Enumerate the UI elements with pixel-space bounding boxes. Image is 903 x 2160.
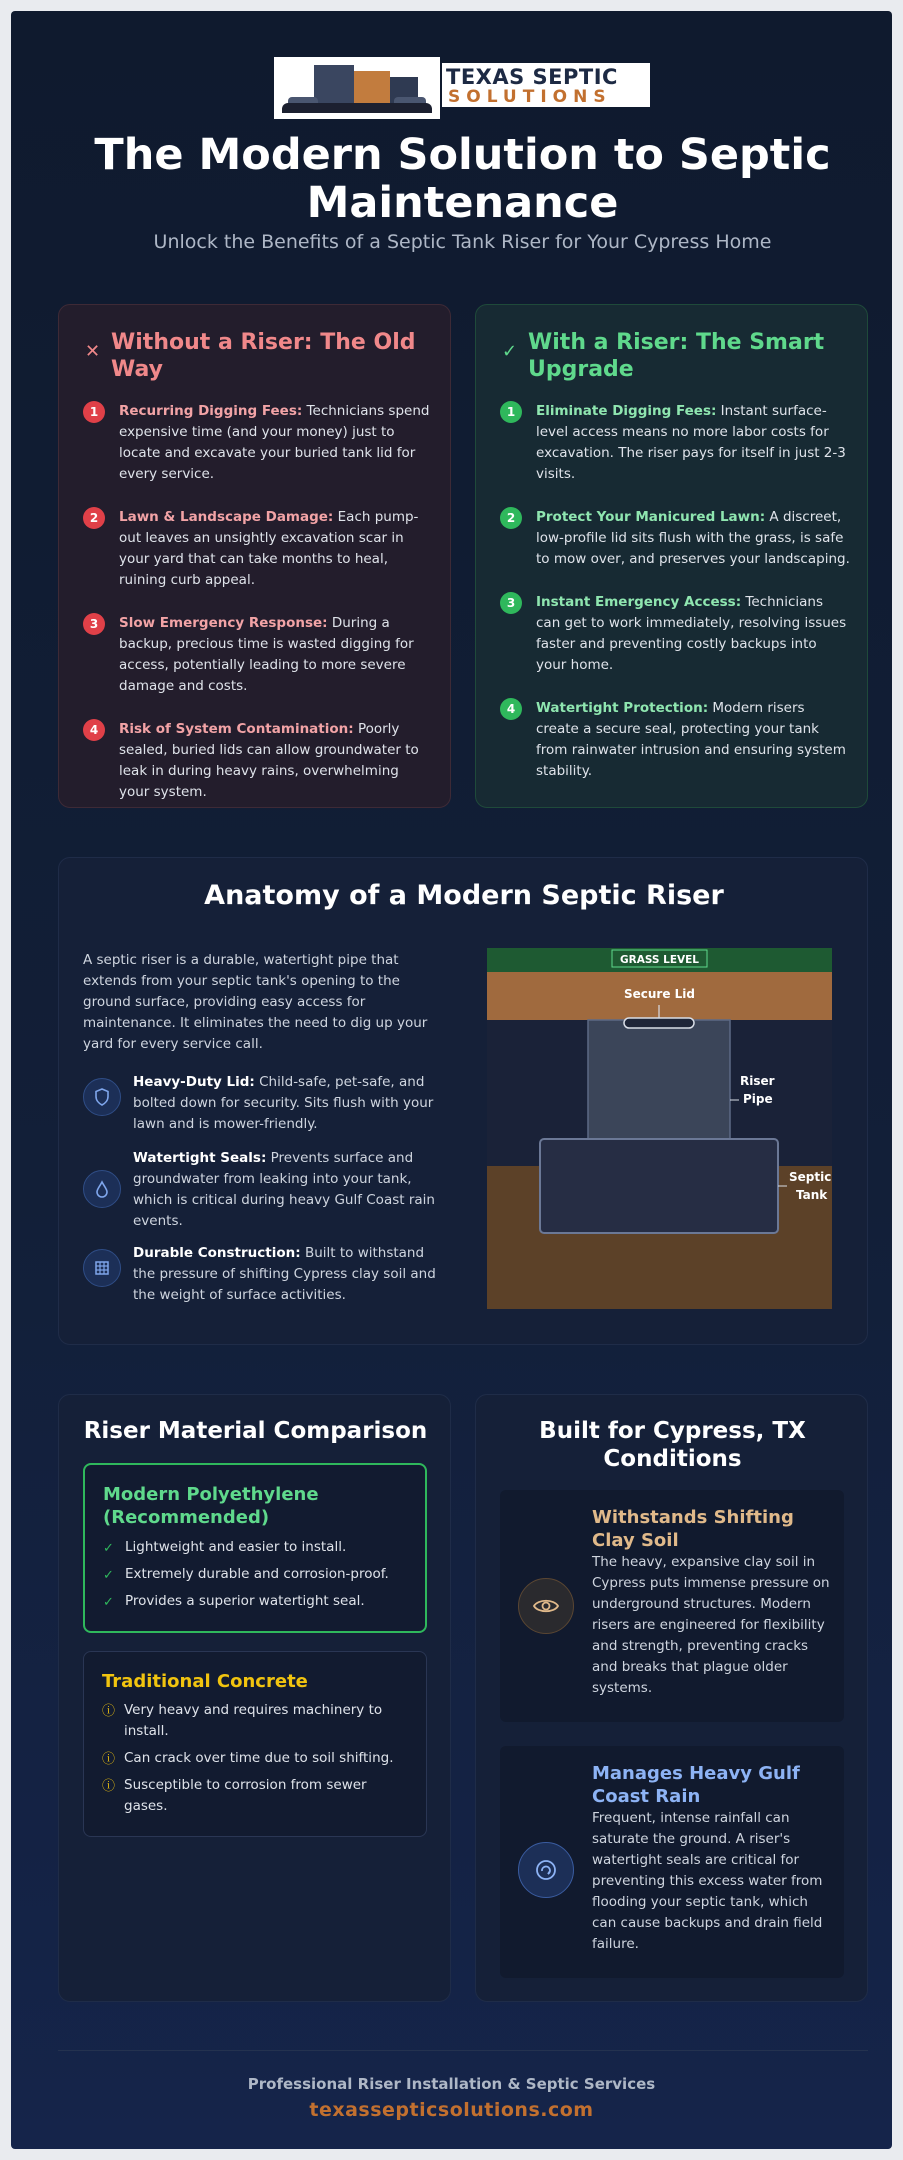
list-item: 4 Watertight Protection: Modern risers create a secure seal, protecting your tank from rainwater intrusion and ensuring system stability. <box>500 698 850 782</box>
logo-text-bottom: SOLUTIONS <box>448 87 612 107</box>
list-item: ⓘ Very heavy and requires machinery to install. <box>102 1702 383 1739</box>
list-item: 2 Protect Your Manicured Lawn: A discreet, low-profile lid sits flush with the grass, is safe to mow over, and preserves your landscaping. <box>500 507 850 570</box>
check-circle-icon: ✓ <box>103 1595 114 1610</box>
footer-website-link[interactable]: texassepticsolutions.com <box>309 2099 594 2121</box>
gulf-rain-box <box>500 1746 844 1978</box>
conditions-title: Built for Cypress, TX Conditions <box>539 1418 806 1472</box>
gulf-rain-text: Frequent, intense rainfall can saturate the ground. A riser's watertight seals are critical for preventing this excess water from flooding your septic tank, which can cause backups and drain field failure. <box>592 1810 823 1952</box>
list-item: ✓ Extremely durable and corrosion-proof. <box>103 1564 413 1585</box>
anatomy-section <box>58 857 868 1345</box>
number-badge: 3 <box>83 613 105 635</box>
footer-divider <box>58 2050 868 2051</box>
riser-pipe-label-1: Riser <box>740 1074 775 1088</box>
material-comparison-title: Riser Material Comparison <box>83 1418 428 1444</box>
logo-illustration <box>274 57 440 119</box>
with-riser-card <box>475 304 868 808</box>
x-icon: ✕ <box>85 341 101 362</box>
number-badge: 2 <box>83 507 105 529</box>
alert-icon: ⓘ <box>102 1779 116 1794</box>
clay-soil-text: The heavy, expansive clay soil in Cypress puts immense pressure on underground structures. Modern risers are engineered for flexibility and strength, preventing cracks and breaks that plague older systems. <box>592 1554 830 1696</box>
clay-soil-box <box>500 1490 844 1722</box>
number-badge: 2 <box>500 507 522 529</box>
list-item: 1 Eliminate Digging Fees: Instant surface-level access means no more labor costs for excavation. The riser pays for itself in just 2-3 visits. <box>500 401 850 485</box>
concrete-option <box>83 1651 427 1837</box>
polyethylene-option <box>83 1463 427 1633</box>
list-item: 3 Instant Emergency Access: Technicians can get to work immediately, resolving issues faster and preventing costly backups into your home. <box>500 592 850 676</box>
infographic-frame <box>11 11 892 2149</box>
concrete-title: Traditional Concrete <box>102 1671 308 1692</box>
grid-icon <box>83 1249 121 1287</box>
shield-icon <box>83 1078 121 1116</box>
check-circle-icon: ✓ <box>103 1568 114 1583</box>
without-riser-card <box>58 304 451 808</box>
feature-heavy-duty-lid: Heavy-Duty Lid: Child-safe, pet-safe, and bolted down for security. Sits flush with your lawn and is mower-friendly. <box>83 1072 443 1152</box>
droplet-icon <box>83 1170 121 1208</box>
alert-icon: ⓘ <box>102 1704 116 1719</box>
without-riser-title: Without a Riser: The Old Way <box>111 330 416 382</box>
grass-level-label: GRASS LEVEL <box>620 954 699 966</box>
number-badge: 1 <box>500 401 522 423</box>
with-riser-title: With a Riser: The Smart Upgrade <box>528 330 825 382</box>
number-badge: 3 <box>500 592 522 614</box>
number-badge: 1 <box>83 401 105 423</box>
list-item: 1 Recurring Digging Fees: Technicians spend expensive time (and your money) just to locate and excavate your buried tank lid for every service. <box>83 401 433 485</box>
check-circle-icon: ✓ <box>103 1541 114 1556</box>
riser-pipe <box>588 1020 730 1142</box>
list-item: 3 Slow Emergency Response: During a backup, precious time is wasted digging for access, potentially leading to more severe damage and costs. <box>83 613 433 697</box>
number-badge: 4 <box>500 698 522 720</box>
list-item: ⓘ Susceptible to corrosion from sewer gases. <box>102 1777 367 1814</box>
logo-text-top: TEXAS SEPTIC <box>446 65 618 89</box>
company-logo <box>274 57 652 119</box>
feature-durable-construction: Durable Construction: Built to withstand the pressure of shifting Cypress clay soil and the weight of surface activities. <box>83 1243 443 1323</box>
septic-tank-label-2: Tank <box>796 1188 828 1202</box>
anatomy-intro: A septic riser is a durable, watertight pipe that extends from your septic tank's opening to the ground surface, providing easy access for maintenance. It eliminates the need to dig up your yard for every service call. <box>83 952 428 1052</box>
check-icon: ✓ <box>502 341 518 362</box>
secure-lid-label: Secure Lid <box>623 987 696 1001</box>
material-comparison-card <box>58 1394 451 2002</box>
secure-lid <box>624 1018 694 1028</box>
number-badge: 4 <box>83 719 105 741</box>
gulf-rain-title: Manages Heavy Gulf Coast Rain <box>592 1763 800 1807</box>
anatomy-title: Anatomy of a Modern Septic Riser <box>204 880 724 911</box>
feature-watertight-seals: Watertight Seals: Prevents surface and groundwater from leaking into your tank, which is critical during heavy Gulf Coast rain events. <box>83 1148 443 1228</box>
septic-tank-label-1: Septic <box>789 1170 832 1184</box>
septic-tank <box>540 1139 778 1233</box>
polyethylene-title: Modern Polyethylene (Recommended) <box>103 1484 319 1528</box>
footer-tagline: Professional Riser Installation & Septic Services <box>247 2075 656 2093</box>
riser-pipe-label-2: Pipe <box>743 1092 773 1106</box>
list-item: 2 Lawn & Landscape Damage: Each pump-out leaves an unsightly excavation scar in your yard that can take months to heal, ruining curb appeal. <box>83 507 433 591</box>
alert-icon: ⓘ <box>102 1752 116 1767</box>
list-item: 4 Risk of System Contamination: Poorly sealed, buried lids can allow groundwater to leak in during heavy rains, overwhelming your system. <box>83 719 433 803</box>
clay-soil-title: Withstands Shifting Clay Soil <box>592 1507 794 1551</box>
list-item: ✓ Lightweight and easier to install. <box>103 1537 413 1558</box>
rain-icon <box>518 1842 574 1898</box>
list-item: ⓘ Can crack over time due to soil shifting. <box>102 1748 412 1769</box>
logo-wordmark <box>442 63 650 107</box>
eye-icon <box>518 1578 574 1634</box>
riser-diagram <box>487 948 832 1309</box>
page-subtitle: Unlock the Benefits of a Septic Tank Riser for Your Cypress Home <box>153 231 772 253</box>
cypress-conditions-card <box>475 1394 868 2002</box>
list-item: ✓ Provides a superior watertight seal. <box>103 1591 413 1612</box>
page-title: The Modern Solution to Septic Maintenance <box>94 130 831 228</box>
